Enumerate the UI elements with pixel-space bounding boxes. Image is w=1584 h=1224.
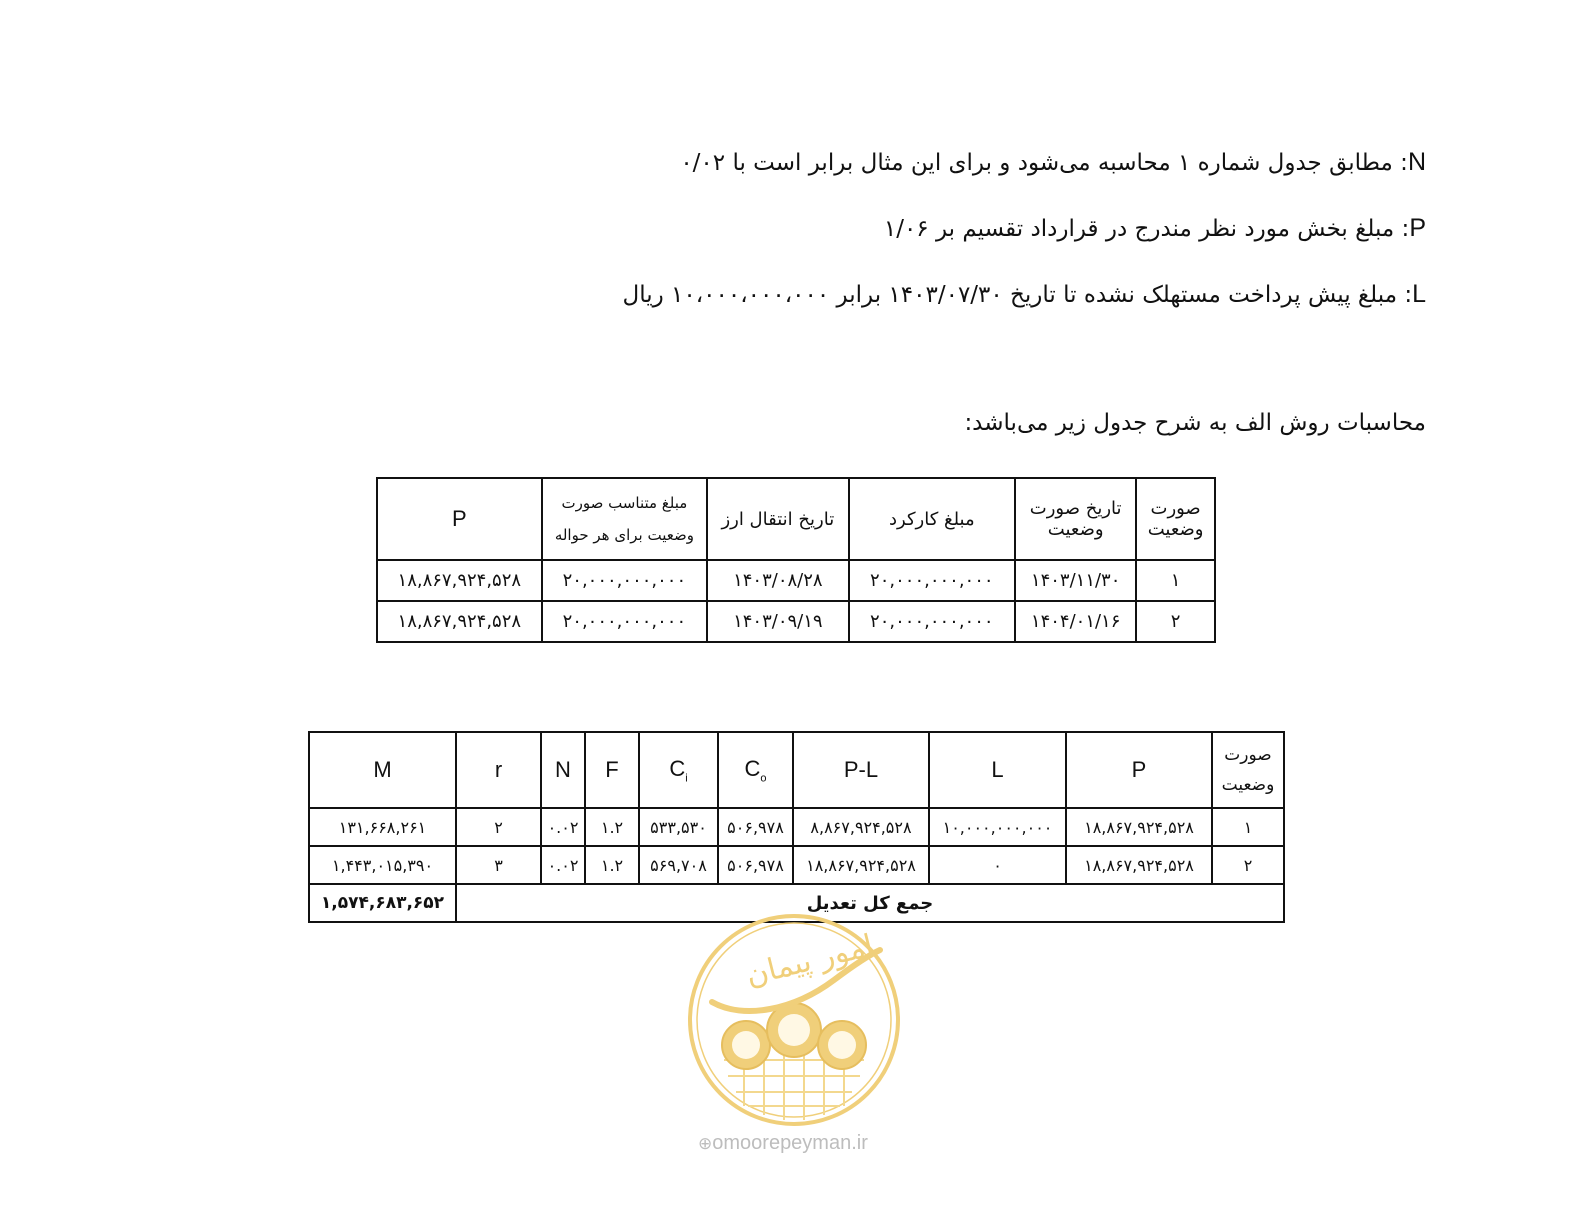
col-header-p-minus-l: P-L [793,732,929,808]
table-cell: ۲۰,۰۰۰,۰۰۰,۰۰۰ [542,601,708,642]
table-cell: ۱۸,۸۶۷,۹۲۴,۵۲۸ [377,560,542,601]
watermark-logo [684,910,904,1130]
col-header-invoice: صورت وضعیت [1212,732,1284,808]
col-header-ci: $C_i$ [639,732,718,808]
col-header-proportional-amount: مبلغ متناسب صورت وضعیت برای هر حواله [542,478,708,560]
table-cell: ۱.۲ [585,846,639,884]
table-cell: ۳ [456,846,541,884]
definition-n [680,148,1426,177]
table-cell: ۰ [929,846,1066,884]
globe-icon: ⊕ [698,1134,713,1153]
table-cell: ۵۳۳,۵۳۰ [639,808,718,846]
col-header-m: M [309,732,456,808]
table-header-row [377,478,1215,560]
col-header-co: $C_o$ [718,732,793,808]
col-header-l: L [929,732,1066,808]
table-row [377,601,1215,642]
table-cell: ۲۰,۰۰۰,۰۰۰,۰۰۰ [542,560,708,601]
col-header-p: P [1066,732,1212,808]
watermark-site [698,1132,868,1155]
col-header-r: r [456,732,541,808]
table-cell: ۱۴۰۳/۰۸/۲۸ [707,560,848,601]
table-cell: ۱ [1136,560,1215,601]
table-cell: ۰.۰۲ [541,846,585,884]
table-cell: ۲۰,۰۰۰,۰۰۰,۰۰۰ [849,601,1016,642]
invoice-table [376,477,1216,643]
col-header-work-amount: مبلغ کارکرد [849,478,1016,560]
definition-p [884,214,1426,243]
col-header-p: P [377,478,542,560]
definition-n-text: : مطابق جدول شماره ۱ محاسبه می‌شود و برای این مثال برابر است با ۰/۰۲ [680,150,1408,176]
adjustment-table [308,731,1285,923]
definition-l [623,280,1427,309]
symbol-p: P [1409,214,1426,242]
table-cell: ۱۸,۸۶۷,۹۲۴,۵۲۸ [1066,808,1212,846]
col-header-invoice-date: تاریخ صورت وضعیت [1015,478,1136,560]
table-cell: ۰.۰۲ [541,808,585,846]
table-cell: ۵۶۹,۷۰۸ [639,846,718,884]
table-row [309,846,1284,884]
table-row [309,808,1284,846]
table-cell: ۲ [456,808,541,846]
table-cell: ۲ [1136,601,1215,642]
table-cell: ۱۰,۰۰۰,۰۰۰,۰۰۰ [929,808,1066,846]
definition-l-text: : مبلغ پیش پرداخت مستهلک نشده تا تاریخ ۱۴۰۳/۰۷/۳۰ برابر ۱۰،۰۰۰،۰۰۰،۰۰۰ ریال [622,282,1413,308]
table-cell: ۱۳۱,۶۶۸,۲۶۱ [309,808,456,846]
table-cell: ۱۸,۸۶۷,۹۲۴,۵۲۸ [377,601,542,642]
table-header-row [309,732,1284,808]
table-cell: ۵۰۶,۹۷۸ [718,808,793,846]
table-cell: ۱۸,۸۶۷,۹۲۴,۵۲۸ [793,846,929,884]
table-cell: ۲ [1212,846,1284,884]
definition-p-text: : مبلغ بخش مورد نظر مندرج در قرارداد تقسیم بر ۱/۰۶ [883,216,1410,242]
watermark-site-text: omoorepeyman.ir [712,1132,868,1154]
col-header-transfer-date: تاریخ انتقال ارز [707,478,848,560]
symbol-n: N [1407,148,1426,176]
table-cell: ۱ [1212,808,1284,846]
col-header-n: N [541,732,585,808]
table-cell: ۱۴۰۳/۰۹/۱۹ [707,601,848,642]
col-header-f: F [585,732,639,808]
table-cell: ۱۴۰۴/۰۱/۱۶ [1015,601,1136,642]
table-cell: ۵۰۶,۹۷۸ [718,846,793,884]
method-intro: محاسبات روش الف به شرح جدول زیر می‌باشد: [964,410,1426,436]
total-value: ۱,۵۷۴,۶۸۳,۶۵۲ [309,884,456,922]
logo-text: امور پیمان [742,928,877,994]
table-cell: ۱,۴۴۳,۰۱۵,۳۹۰ [309,846,456,884]
symbol-l: L [1412,280,1426,308]
table-cell: ۱.۲ [585,808,639,846]
col-header-invoice: صورت وضعیت [1136,478,1215,560]
table-cell: ۱۴۰۳/۱۱/۳۰ [1015,560,1136,601]
table-cell: ۲۰,۰۰۰,۰۰۰,۰۰۰ [849,560,1016,601]
table-cell: ۱۸,۸۶۷,۹۲۴,۵۲۸ [1066,846,1212,884]
table-cell: ۸,۸۶۷,۹۲۴,۵۲۸ [793,808,929,846]
total-label: جمع کل تعدیل [456,884,1284,922]
table-row [377,560,1215,601]
